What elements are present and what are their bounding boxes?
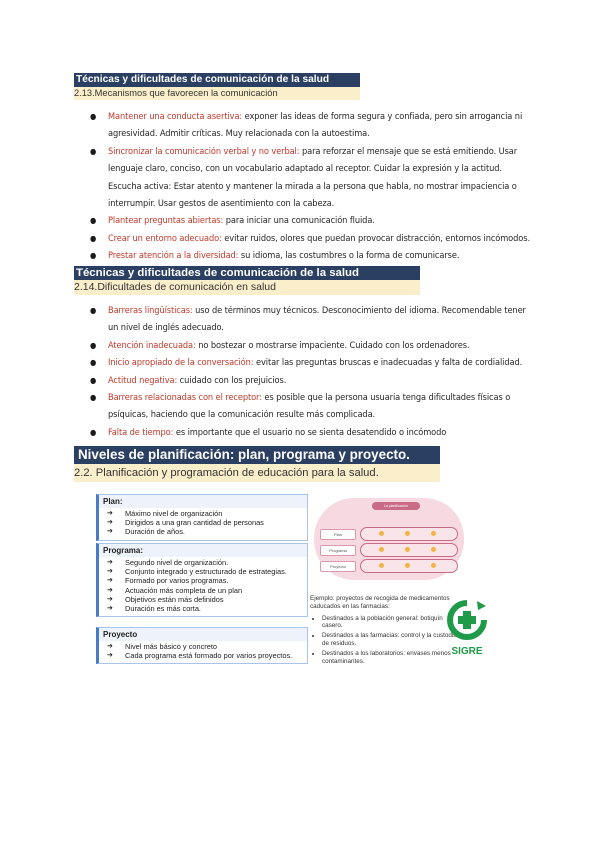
- section-subheader-2: 2.14.Dificultades de comunicación en salud: [74, 280, 420, 295]
- bullet-list-communication-mechanisms: [90, 108, 530, 265]
- bullet-text: uso de términos muy técnicos. Desconocimiento del idioma. Recomendable tener un nivel de inglés adecuado.: [108, 305, 526, 334]
- diagram-row-plan: [360, 527, 458, 541]
- bullet-item: [90, 372, 530, 389]
- box-title: Programa:: [99, 544, 307, 557]
- box-item: ➔ Duración de años.: [105, 527, 301, 536]
- bullet-text: exponer las ideas de forma segura y confiada, pero sin arrogancia ni agresividad. Admitir críticas. Muy relacionada con la autoestima.: [108, 111, 523, 140]
- box-item: ➔ Formado por varios programas.: [105, 576, 301, 585]
- bullet-term: Barreras lingüísticas:: [108, 305, 193, 316]
- example-intro: Ejemplo: proyectos de recogida de medicamentos caducados en las farmacias:: [310, 595, 450, 610]
- diagram-dot: [431, 531, 436, 536]
- bullet-term: Inicio apropiado de la conversación:: [108, 357, 254, 369]
- bullet-term: Prestar atención a la diversidad:: [108, 250, 239, 262]
- diagram-dot: [405, 563, 410, 568]
- bullet-term: Plantear preguntas abiertas:: [108, 215, 224, 227]
- diagram-title: La planificación: [372, 502, 420, 510]
- bullet-item: [90, 143, 530, 213]
- bullet-text: es importante que el usuario no se sienta desatendido o incómodo: [173, 426, 447, 438]
- diagram-dot: [431, 547, 436, 552]
- example-item: • Destinados a la población general: botiquín casero.: [322, 615, 460, 631]
- section-header-2: Técnicas y dificultades de comunicación de la salud: [74, 266, 420, 280]
- bullet-text: evitar las preguntas bruscas e inadecuadas y falta de cordialidad.: [253, 357, 523, 369]
- diagram-row-proyecto: [360, 559, 458, 573]
- box-item: ➔ Actuación más completa de un plan: [105, 586, 301, 595]
- diagram-dot: [405, 531, 410, 536]
- section-header-1: Técnicas y dificultades de comunicación de la salud: [74, 73, 360, 87]
- bullet-item: [90, 230, 530, 247]
- bullet-term: Sincronizar la comunicación verbal y no verbal:: [108, 145, 300, 157]
- diagram-dot: [379, 531, 384, 536]
- box-item: ➔ Objetivos están más definidos: [105, 595, 301, 604]
- diagram-label-proyecto: Proyecto: [320, 561, 356, 572]
- bullet-list-communication-difficulties: [90, 302, 530, 441]
- bullet-item: [90, 389, 530, 424]
- example-block: [310, 595, 460, 667]
- sigre-logo: [440, 598, 494, 658]
- bullet-item: [90, 354, 530, 371]
- box-item: ➔ Máximo nivel de organización: [105, 509, 301, 518]
- bullet-item: [90, 337, 530, 354]
- planning-levels-diagram: [314, 498, 464, 580]
- bullet-item: [90, 247, 530, 264]
- diagram-dot: [405, 547, 410, 552]
- bullet-term: Falta de tiempo:: [108, 426, 174, 438]
- bullet-text: cuidado con los prejuicios.: [177, 374, 287, 386]
- bullet-text: para iniciar una comunicación fluida.: [223, 215, 375, 227]
- box-title: Proyecto: [99, 628, 307, 641]
- bullet-text: no bostezar o mostrarse impaciente. Cuidado con los ordenadores.: [195, 339, 470, 351]
- diagram-label-plan: Plan: [320, 529, 356, 540]
- bullet-term: Actitud negativa:: [108, 374, 178, 386]
- diagram-dot: [379, 563, 384, 568]
- bullet-term: Barreras relacionadas con el receptor:: [108, 392, 262, 404]
- bullet-term: Mantener una conducta asertiva:: [108, 111, 243, 122]
- bullet-text: evitar ruidos, olores que puedan provocar distracción, entornos incómodos.: [221, 232, 530, 244]
- box-item: ➔ Duración es más corta.: [105, 604, 301, 613]
- bullet-term: Crear un entorno adecuado:: [108, 232, 222, 244]
- box-item: ➔ Nivel más básico y concreto: [105, 642, 301, 651]
- box-item: ➔ Dirigidos a una gran cantidad de personas: [105, 518, 301, 527]
- plan-box: [96, 494, 308, 541]
- section-subheader-3: 2.2. Planificación y programación de educación para la salud.: [74, 464, 440, 482]
- diagram-label-programa: Programa: [320, 545, 356, 556]
- box-title: Plan:: [99, 495, 307, 508]
- box-item: ➔ Segundo nivel de organización.: [105, 558, 301, 567]
- section-header-3: Niveles de planificación: plan, programa y proyecto.: [74, 446, 440, 464]
- bullet-item: [90, 108, 530, 143]
- diagram-dot: [379, 547, 384, 552]
- bullet-term: Atención inadecuada:: [108, 339, 196, 351]
- bullet-text: su idioma, las costumbres o la forma de comunicarse.: [238, 250, 460, 262]
- example-item: • Destinados a los laboratorios: envases menos contaminantes.: [322, 650, 460, 666]
- box-item: ➔ Conjunto integrado y estructurado de estrategias.: [105, 567, 301, 576]
- bullet-item: [90, 212, 530, 229]
- bullet-text: es posible que la persona usuaria tenga dificultades físicas o psíquicas, haciendo que la comunicación resulte más complicada.: [108, 392, 511, 421]
- diagram-row-programa: [360, 543, 458, 557]
- diagram-dot: [431, 563, 436, 568]
- section-subheader-1: 2.13.Mecanismos que favorecen la comunicación: [74, 87, 360, 100]
- bullet-text: para reforzar el mensaje que se está emitiendo. Usar lenguaje claro, conciso, con un vocabulario adaptado al receptor. Cuidar la expresión y la actitud. Escucha activa: Estar atento y mantener la mirada a la persona que habla, no mostrar impaciencia o interrumpir. Usar gestos de asentimiento con la cabeza.: [108, 145, 518, 210]
- bullet-item: [90, 424, 530, 441]
- proyecto-box: [96, 627, 308, 664]
- example-item: • Destinados a las farmacias: control y la custodia de residuos.: [322, 632, 460, 648]
- programa-box: [96, 543, 308, 617]
- sigre-text: SIGRE: [451, 646, 483, 657]
- bullet-item: [90, 302, 530, 337]
- box-item: ➔ Cada programa está formado por varios proyectos.: [105, 651, 301, 660]
